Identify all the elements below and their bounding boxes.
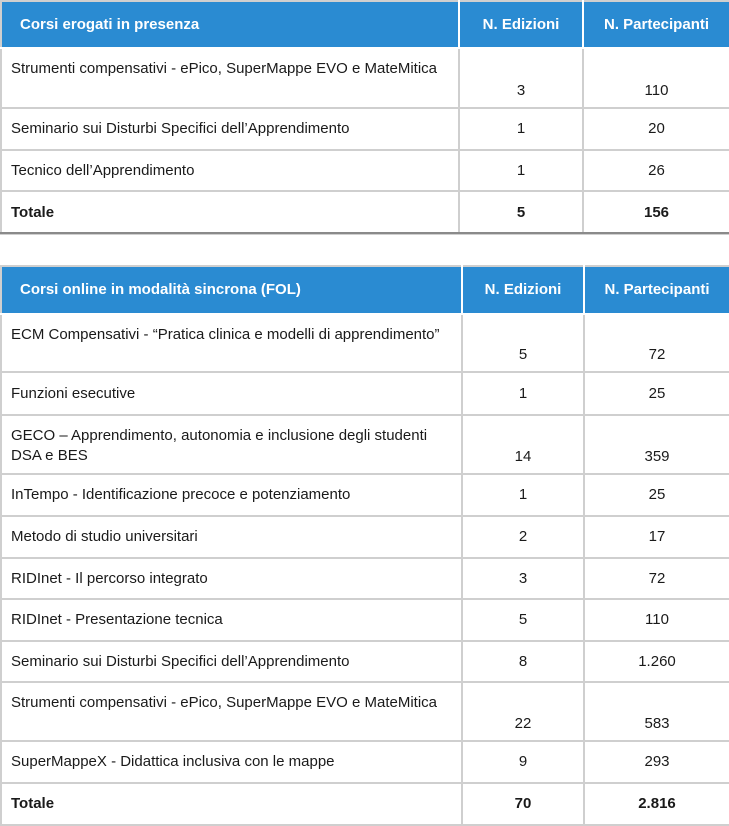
participants-count: 25 <box>584 372 729 415</box>
editions-count: 1 <box>459 150 583 191</box>
editions-count: 9 <box>462 741 584 783</box>
table-divider <box>0 232 729 234</box>
course-name: InTempo - Identificazione precoce e potenziamento <box>1 474 462 516</box>
online-courses-table <box>0 265 729 826</box>
editions-count: 2 <box>462 516 584 558</box>
table-row <box>1 599 729 641</box>
column-header-course: Corsi erogati in presenza <box>1 1 459 48</box>
course-name: SuperMappeX - Didattica inclusiva con le mappe <box>1 741 462 783</box>
table-row <box>1 741 729 783</box>
participants-count: 17 <box>584 516 729 558</box>
course-name: RIDInet - Il percorso integrato <box>1 558 462 599</box>
table-row <box>1 108 729 150</box>
participants-count: 72 <box>584 314 729 372</box>
editions-count: 1 <box>462 474 584 516</box>
table-row <box>1 682 729 741</box>
course-name: Tecnico dell’Apprendimento <box>1 150 459 191</box>
course-name: Strumenti compensativi - ePico, SuperMappe EVO e MateMitica <box>1 48 459 108</box>
participants-count: 293 <box>584 741 729 783</box>
table-row <box>1 48 729 108</box>
total-participants: 2.816 <box>584 783 729 825</box>
course-name: RIDInet - Presentazione tecnica <box>1 599 462 641</box>
table-row <box>1 314 729 372</box>
participants-count: 72 <box>584 558 729 599</box>
table-row <box>1 372 729 415</box>
column-header-editions: N. Edizioni <box>462 266 584 314</box>
participants-count: 20 <box>583 108 729 150</box>
course-name: Strumenti compensativi - ePico, SuperMappe EVO e MateMitica <box>1 682 462 741</box>
table-header-row <box>1 266 729 314</box>
column-header-course: Corsi online in modalità sincrona (FOL) <box>1 266 462 314</box>
total-label: Totale <box>1 191 459 234</box>
total-editions: 5 <box>459 191 583 234</box>
editions-count: 5 <box>462 599 584 641</box>
participants-count: 359 <box>584 415 729 474</box>
table-row <box>1 516 729 558</box>
course-name: Funzioni esecutive <box>1 372 462 415</box>
course-name: Seminario sui Disturbi Specifici dell’Apprendimento <box>1 641 462 682</box>
participants-count: 583 <box>584 682 729 741</box>
in-person-courses-table <box>0 0 729 235</box>
participants-count: 110 <box>583 48 729 108</box>
table-row <box>1 558 729 599</box>
column-header-editions: N. Edizioni <box>459 1 583 48</box>
participants-count: 26 <box>583 150 729 191</box>
course-name: Metodo di studio universitari <box>1 516 462 558</box>
course-name: ECM Compensativi - “Pratica clinica e modelli di apprendimento” <box>1 314 462 372</box>
editions-count: 1 <box>462 372 584 415</box>
table-header-row <box>1 1 729 48</box>
editions-count: 8 <box>462 641 584 682</box>
total-participants: 156 <box>583 191 729 234</box>
total-editions: 70 <box>462 783 584 825</box>
course-name: GECO – Apprendimento, autonomia e inclusione degli studenti DSA e BES <box>1 415 462 474</box>
participants-count: 110 <box>584 599 729 641</box>
editions-count: 22 <box>462 682 584 741</box>
table-row <box>1 474 729 516</box>
editions-count: 3 <box>459 48 583 108</box>
column-header-participants: N. Partecipanti <box>583 1 729 48</box>
editions-count: 14 <box>462 415 584 474</box>
table-row <box>1 150 729 191</box>
editions-count: 3 <box>462 558 584 599</box>
participants-count: 25 <box>584 474 729 516</box>
column-header-participants: N. Partecipanti <box>584 266 729 314</box>
total-label: Totale <box>1 783 462 825</box>
table-row <box>1 641 729 682</box>
course-name: Seminario sui Disturbi Specifici dell’Apprendimento <box>1 108 459 150</box>
table-row <box>1 415 729 474</box>
editions-count: 1 <box>459 108 583 150</box>
participants-count: 1.260 <box>584 641 729 682</box>
total-row <box>1 191 729 234</box>
editions-count: 5 <box>462 314 584 372</box>
total-row <box>1 783 729 825</box>
